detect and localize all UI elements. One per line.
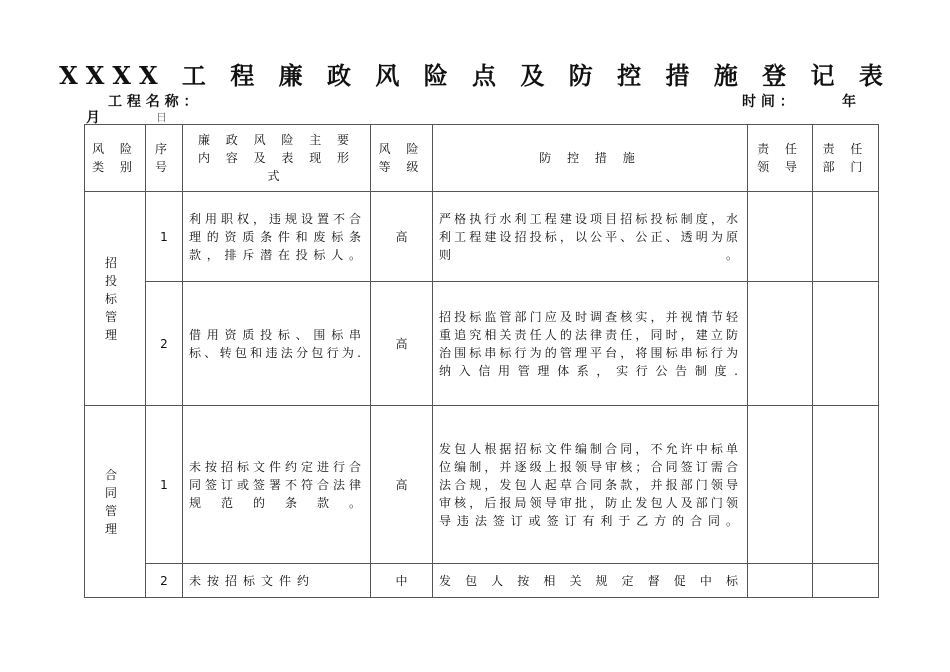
month-label: 月: [86, 110, 100, 126]
seq-cell: 2: [146, 564, 183, 598]
risk-level-cell: 高: [371, 192, 433, 282]
category-cell: 合 同 管 理: [85, 406, 146, 598]
table-row: [85, 406, 879, 564]
project-name-label: 工 程 名 称 ：: [108, 94, 198, 110]
table-row: [85, 192, 879, 282]
measures-cell: 发包人根据招标文件编制合同，不允许中标单位编制，并逐级上报领导审核；合同签订需合法合规，发包人起草合同条款，并报部门领导审核，后报局领导审批，防止发包人及部门领导违法签订或签订有利于乙方的合同。: [433, 406, 748, 564]
measures-cell: 招投标监管部门应及时调查核实，并视情节轻重追究相关责任人的法律责任，同时，建立防治围标串标行为的管理平台，将围标串标行为纳入信用管理体系，实行公告制度.: [433, 282, 748, 406]
table-row: [85, 282, 879, 406]
risk-content-cell: 借用资质投标、围标串标、转包和违法分包行为.: [183, 282, 371, 406]
leader-cell: [748, 282, 813, 406]
time-label: 时 间 ：: [742, 94, 794, 110]
day-label: 日: [156, 111, 167, 124]
dept-cell: [813, 564, 879, 598]
table-row: [85, 564, 879, 598]
risk-level-cell: 高: [371, 282, 433, 406]
measures-cell: 严格执行水利工程建设项目招标投标制度，水利工程建设招投标，以公平、公正、透明为原则。: [433, 192, 748, 282]
seq-cell: 2: [146, 282, 183, 406]
document-title: XXXX 工 程 廉 政 风 险 点 及 防 控 措 施 登 记 表: [59, 61, 891, 90]
leader-cell: [748, 564, 813, 598]
header-leader: 责 任 领 导: [748, 125, 813, 192]
dept-cell: [813, 406, 879, 564]
measures-cell: 发包人按相关规定督促中标: [433, 564, 748, 598]
header-seq: 序 号: [146, 125, 183, 192]
leader-cell: [748, 192, 813, 282]
header-content: 廉 政 风 险 主 要 内 容 及 表 现 形 式: [183, 125, 371, 192]
header-row: [85, 125, 879, 192]
header-category: 风 险 类 别: [85, 125, 146, 192]
risk-level-cell: 高: [371, 406, 433, 564]
risk-content-cell: 未按招标文件约定进行合同签订或签署不符合法律规范的条款。: [183, 406, 371, 564]
header-dept: 责 任 部 门: [813, 125, 879, 192]
risk-content-cell: 利用职权，违规设置不合理的资质条件和废标条款，排斥潜在投标人。: [183, 192, 371, 282]
risk-level-cell: 中: [371, 564, 433, 598]
header-level: 风 险 等 级: [371, 125, 433, 192]
year-label: 年: [842, 94, 856, 110]
category-cell: 招 投 标 管 理: [85, 192, 146, 406]
header-measures: 防 控 措 施: [433, 125, 748, 192]
dept-cell: [813, 192, 879, 282]
seq-cell: 1: [146, 406, 183, 564]
seq-cell: 1: [146, 192, 183, 282]
risk-content-cell: 未按招标文件约: [183, 564, 371, 598]
leader-cell: [748, 406, 813, 564]
dept-cell: [813, 282, 879, 406]
risk-register-table: [84, 124, 879, 598]
